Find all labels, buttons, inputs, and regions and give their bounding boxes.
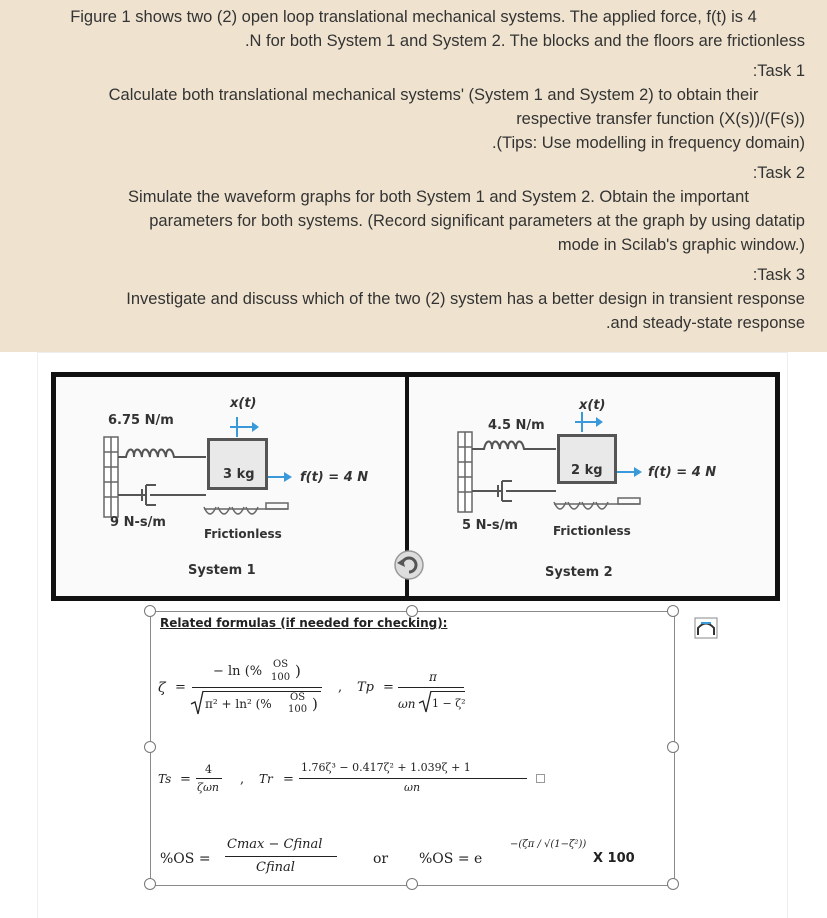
system1-mass-block bbox=[207, 438, 268, 490]
zeta-num-100: 100 bbox=[271, 672, 291, 683]
pos2-label: %OS = e bbox=[419, 851, 483, 867]
system2-spring-label: 4.5 N/m bbox=[488, 418, 545, 433]
zeta-num-os: OS bbox=[273, 659, 289, 670]
intro-line-1: Figure 1 shows two (2) open loop translational mechanical systems. The applied force, f(t) is 4 bbox=[70, 8, 757, 26]
system2-floor-label: Frictionless bbox=[553, 524, 631, 538]
system1-displacement-label: x(t) bbox=[230, 396, 257, 411]
tr-denominator: ωn bbox=[404, 781, 421, 794]
layout-options-icon[interactable] bbox=[694, 617, 718, 639]
pos2-times-100: X 100 bbox=[593, 851, 635, 866]
intro-line-2: .N for both System 1 and System 2. The blocks and the floors are frictionless bbox=[244, 32, 805, 50]
pos-denominator: Cfinal bbox=[256, 860, 295, 875]
zeta-num-close: ) bbox=[295, 662, 301, 680]
ts-comma: , bbox=[240, 772, 245, 787]
system1-mass-label: 3 kg bbox=[223, 467, 255, 482]
placeholder-box-icon bbox=[536, 774, 545, 783]
system2-displacement-label: x(t) bbox=[579, 398, 606, 413]
tr-fraction-bar bbox=[299, 778, 527, 779]
formulas-heading: Related formulas (if needed for checking): bbox=[160, 616, 448, 630]
task1-line-2: respective transfer function (X(s))/(F(s)) bbox=[516, 110, 805, 128]
system2-title: System 2 bbox=[545, 565, 613, 580]
task3-line-2: .and steady-state response bbox=[605, 314, 805, 332]
system2-force-label: f(t) = 4 N bbox=[648, 465, 717, 480]
ts-fraction-bar bbox=[196, 778, 222, 779]
resize-handle-left[interactable] bbox=[144, 741, 156, 753]
resize-handle-bottom[interactable] bbox=[406, 878, 418, 890]
tp-sqrt-icon bbox=[418, 690, 432, 714]
resize-handle-bottom-right[interactable] bbox=[667, 878, 679, 890]
tp-numerator: π bbox=[429, 670, 437, 684]
zeta-fraction-bar bbox=[192, 687, 322, 688]
system1-damper-label: 9 N-s/m bbox=[110, 515, 166, 530]
tp-fraction-bar bbox=[398, 687, 464, 688]
task1-label: :Task 1 bbox=[752, 62, 805, 80]
zeta-symbol: ζ bbox=[158, 680, 166, 696]
resize-handle-top-right[interactable] bbox=[667, 605, 679, 617]
zeta-equals: = bbox=[175, 680, 186, 695]
tp-sqrt-content: 1 − ζ² bbox=[432, 697, 466, 710]
ts-numerator: 4 bbox=[205, 763, 212, 776]
pos-label: %OS = bbox=[160, 851, 211, 867]
resize-handle-top-left[interactable] bbox=[144, 605, 156, 617]
pos-fraction-bar bbox=[225, 856, 337, 857]
resize-handle-right[interactable] bbox=[667, 741, 679, 753]
task3-line-1: Investigate and discuss which of the two (2) system has a better design in transient response bbox=[126, 290, 805, 308]
tr-numerator: 1.76ζ³ − 0.417ζ² + 1.039ζ + 1 bbox=[301, 761, 471, 774]
task2-line-2: parameters for both systems. (Record significant parameters at the graph by using datatip bbox=[149, 212, 805, 230]
zeta-den-100: 100 bbox=[288, 704, 308, 715]
task1-line-1: Calculate both translational mechanical systems' (System 1 and System 2) to obtain their bbox=[108, 86, 759, 104]
resize-handle-bottom-left[interactable] bbox=[144, 878, 156, 890]
task1-line-3: .(Tips: Use modelling in frequency domain) bbox=[491, 134, 805, 152]
ts-symbol: Ts bbox=[158, 772, 172, 786]
or-text: or bbox=[373, 851, 389, 867]
ts-denominator: ζωn bbox=[197, 781, 220, 794]
task2-label: :Task 2 bbox=[752, 164, 805, 182]
tr-equals: = bbox=[283, 772, 294, 787]
system2-damper-label: 5 N-s/m bbox=[462, 518, 518, 533]
pos-numerator: Cmax − Cfinal bbox=[227, 837, 323, 852]
task2-line-3: mode in Scilab's graphic window.) bbox=[557, 236, 805, 254]
system2-mass-label: 2 kg bbox=[571, 463, 603, 478]
tp-symbol: Tp bbox=[357, 680, 374, 695]
system1-force-label: f(t) = 4 N bbox=[300, 470, 369, 485]
task3-label: :Task 3 bbox=[752, 266, 805, 284]
tp-equals: = bbox=[383, 680, 394, 695]
system1-title: System 1 bbox=[188, 563, 256, 578]
tp-denominator: ωn bbox=[398, 697, 416, 711]
question-panel bbox=[0, 0, 827, 352]
system1-floor-label: Frictionless bbox=[204, 527, 282, 541]
system1-spring-label: 6.75 N/m bbox=[108, 413, 174, 428]
ts-equals: = bbox=[180, 772, 191, 787]
zeta-comma: , bbox=[338, 680, 343, 695]
zeta-den-close: ) bbox=[312, 695, 318, 713]
tr-symbol: Tr bbox=[259, 772, 273, 786]
zeta-numerator: − ln (% bbox=[213, 664, 263, 679]
zeta-den-os: OS bbox=[290, 692, 306, 703]
task2-line-1: Simulate the waveform graphs for both System 1 and System 2. Obtain the important bbox=[128, 188, 749, 206]
zeta-denominator: π² + ln² (% bbox=[205, 697, 272, 711]
rotate-handle-icon[interactable] bbox=[393, 549, 425, 581]
tp-sqrt-bar bbox=[431, 691, 465, 692]
pos2-exponent: −(ζπ / √(1−ζ²)) bbox=[510, 839, 587, 850]
zeta-sqrt-icon bbox=[190, 690, 204, 716]
